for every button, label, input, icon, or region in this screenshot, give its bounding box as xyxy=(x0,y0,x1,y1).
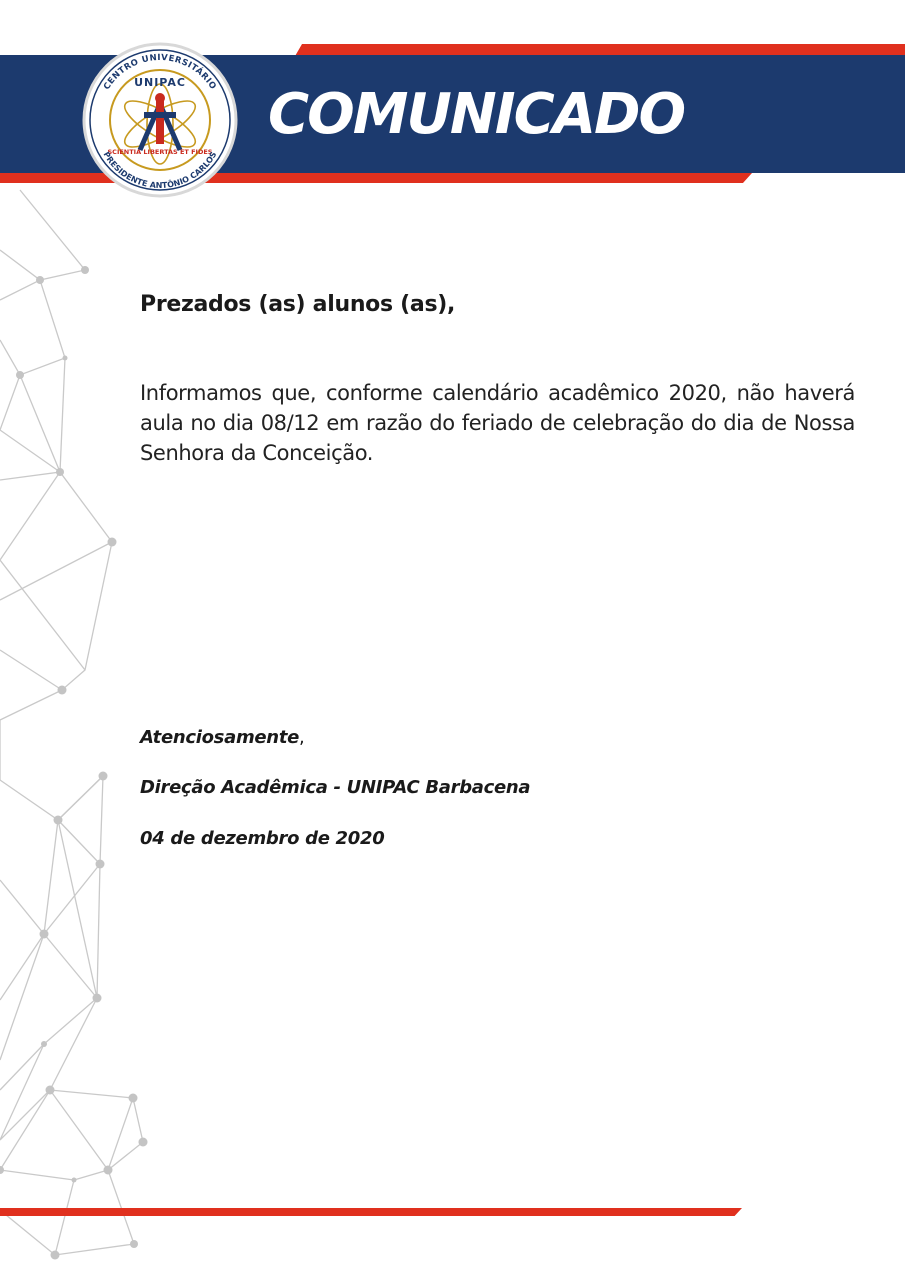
footer-red-stripe xyxy=(0,1208,742,1216)
svg-text:UNIPAC: UNIPAC xyxy=(134,76,186,89)
svg-text:PRESIDENTE ANTÔNIO CARLOS: PRESIDENTE ANTÔNIO CARLOS xyxy=(101,150,219,191)
message-body: Informamos que, conforme calendário acadêmico 2020, não haverá aula no dia 08/12 em razão do feriado de celebração do dia de Nossa Senhora da Conceição. xyxy=(140,381,855,465)
svg-text:CENTRO UNIVERSITÁRIO: CENTRO UNIVERSITÁRIO xyxy=(101,52,219,92)
closing-salutation xyxy=(140,727,304,748)
svg-text:SCIENTIA LIBERTAS ET FIDES: SCIENTIA LIBERTAS ET FIDES xyxy=(107,148,213,156)
header xyxy=(0,0,905,200)
unipac-seal xyxy=(82,42,238,198)
signature: Direção Acadêmica - UNIPAC Barbacena xyxy=(140,777,531,798)
greeting: Prezados (as) alunos (as), xyxy=(140,292,456,317)
salutation-text: Atenciosamente xyxy=(140,727,300,748)
network-decoration xyxy=(0,180,160,1280)
salutation-punctuation: , xyxy=(299,727,305,748)
page-title: COMUNICADO xyxy=(268,82,685,147)
date: 04 de dezembro de 2020 xyxy=(140,828,385,849)
seal-lettering xyxy=(82,42,238,198)
